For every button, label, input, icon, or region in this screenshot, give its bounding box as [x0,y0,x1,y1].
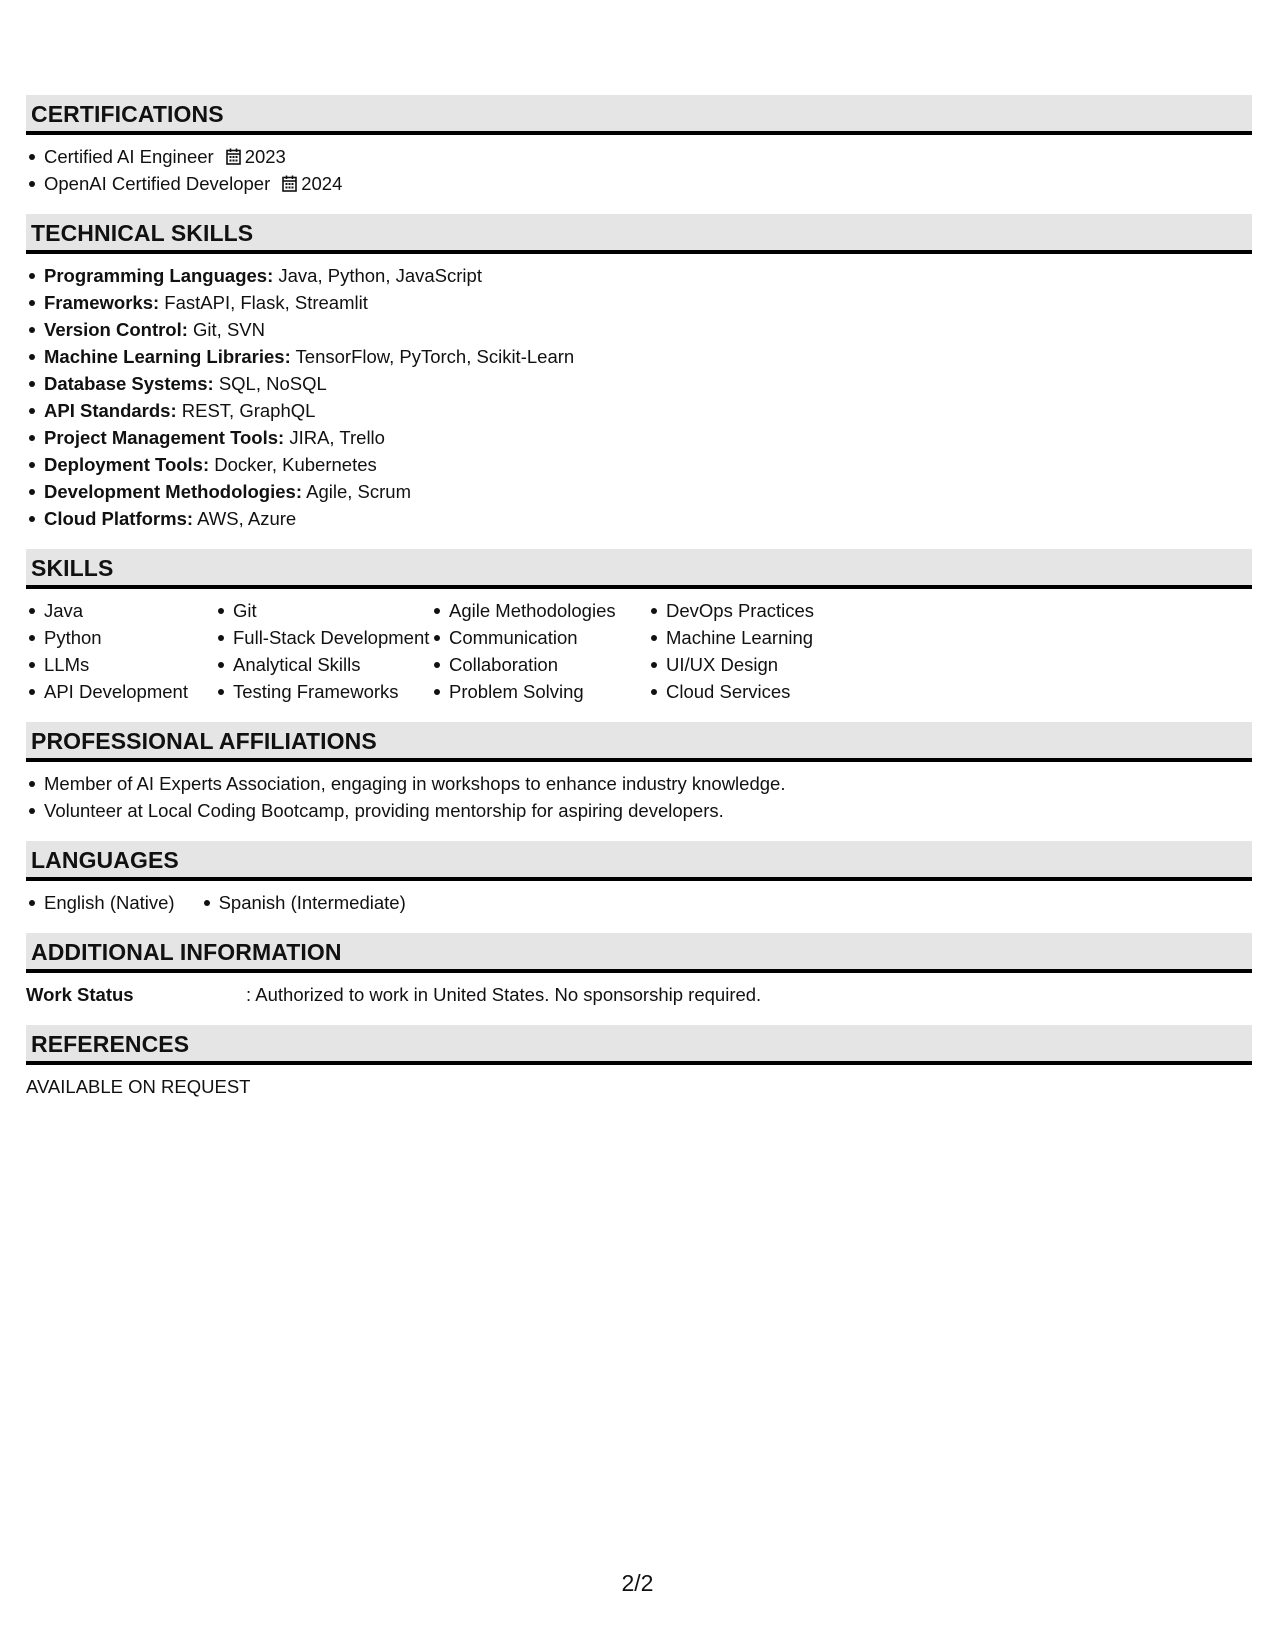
skills-column [431,597,648,705]
technical-skill-label: Machine Learning Libraries: [44,346,291,367]
technical-skill-value: AWS, Azure [197,508,297,529]
technical-skill-item [26,316,1252,343]
skill-item: Full-Stack Development [215,624,431,651]
technical-skill-label: Cloud Platforms: [44,508,194,529]
languages-section [26,841,1252,924]
technical-skill-item [26,289,1252,316]
technical-skill-label: Database Systems: [44,373,214,394]
technical-skill-label: Frameworks: [44,292,160,313]
languages-list [26,881,1252,924]
technical-skill-value: Agile, Scrum [306,481,411,502]
technical-skill-item [26,478,1252,505]
technical-skill-label: Project Management Tools: [44,427,285,448]
certifications-heading: CERTIFICATIONS [26,95,1252,135]
work-status-row [26,973,1252,1016]
certification-item [26,170,1252,197]
skill-item: Cloud Services [648,678,868,705]
language-item: Spanish (Intermediate) [201,889,406,916]
technical-skill-value: FastAPI, Flask, Streamlit [164,292,368,313]
technical-skill-label: API Standards: [44,400,177,421]
language-item: English (Native) [26,889,175,916]
technical-skills-heading: TECHNICAL SKILLS [26,214,1252,254]
skill-item: LLMs [26,651,215,678]
certifications-section [26,95,1252,205]
skill-item: Collaboration [431,651,648,678]
certification-year: 2023 [244,146,286,167]
affiliations-list [26,762,1252,832]
work-status-label: Work Status [26,984,134,1005]
skills-heading: SKILLS [26,549,1252,589]
technical-skill-value: Java, Python, JavaScript [278,265,482,286]
certification-year: 2024 [301,173,343,194]
technical-skill-value: SQL, NoSQL [218,373,327,394]
technical-skill-item [26,451,1252,478]
skills-column [648,597,868,705]
skill-item: Testing Frameworks [215,678,431,705]
affiliations-heading: PROFESSIONAL AFFILIATIONS [26,722,1252,762]
affiliation-item: Volunteer at Local Coding Bootcamp, providing mentorship for aspiring developers. [26,797,1252,824]
skill-item: Java [26,597,215,624]
calendar-icon [226,145,241,172]
certification-item [26,143,1252,170]
affiliations-section [26,722,1252,832]
skill-item: API Development [26,678,215,705]
technical-skill-label: Development Methodologies: [44,481,302,502]
calendar-icon [282,172,297,199]
technical-skills-section [26,214,1252,540]
references-text: AVAILABLE ON REQUEST [26,1076,251,1097]
affiliation-item: Member of AI Experts Association, engaging in workshops to enhance industry knowledge. [26,770,1252,797]
skill-item: UI/UX Design [648,651,868,678]
skill-item: DevOps Practices [648,597,868,624]
technical-skill-label: Deployment Tools: [44,454,210,475]
certification-name: OpenAI Certified Developer [44,173,271,194]
technical-skill-value: Git, SVN [193,319,266,340]
technical-skill-label: Programming Languages: [44,265,274,286]
skills-section [26,549,1252,713]
additional-info-heading: ADDITIONAL INFORMATION [26,933,1252,973]
skills-column [26,597,215,705]
technical-skill-value: JIRA, Trello [289,427,385,448]
skill-item: Machine Learning [648,624,868,651]
skill-item: Problem Solving [431,678,648,705]
certifications-list [26,135,1252,205]
skill-item: Git [215,597,431,624]
technical-skill-item [26,505,1252,532]
technical-skill-item [26,262,1252,289]
technical-skill-item [26,370,1252,397]
skills-column [215,597,431,705]
work-status-value: : Authorized to work in United States. No sponsorship required. [246,984,762,1005]
technical-skill-item [26,343,1252,370]
skill-item: Agile Methodologies [431,597,648,624]
references-section [26,1025,1252,1108]
skill-item: Python [26,624,215,651]
technical-skill-value: REST, GraphQL [181,400,316,421]
technical-skill-value: Docker, Kubernetes [214,454,377,475]
skill-item: Analytical Skills [215,651,431,678]
technical-skill-label: Version Control: [44,319,188,340]
certification-name: Certified AI Engineer [44,146,214,167]
page-number: 2/2 [621,1570,654,1596]
skills-grid [26,589,1252,713]
technical-skill-value: TensorFlow, PyTorch, Scikit-Learn [295,346,575,367]
resume-page [26,95,1252,1117]
skill-item: Communication [431,624,648,651]
languages-heading: LANGUAGES [26,841,1252,881]
technical-skills-list [26,254,1252,540]
technical-skill-item [26,397,1252,424]
technical-skill-item [26,424,1252,451]
references-heading: REFERENCES [26,1025,1252,1065]
additional-info-section [26,933,1252,1016]
